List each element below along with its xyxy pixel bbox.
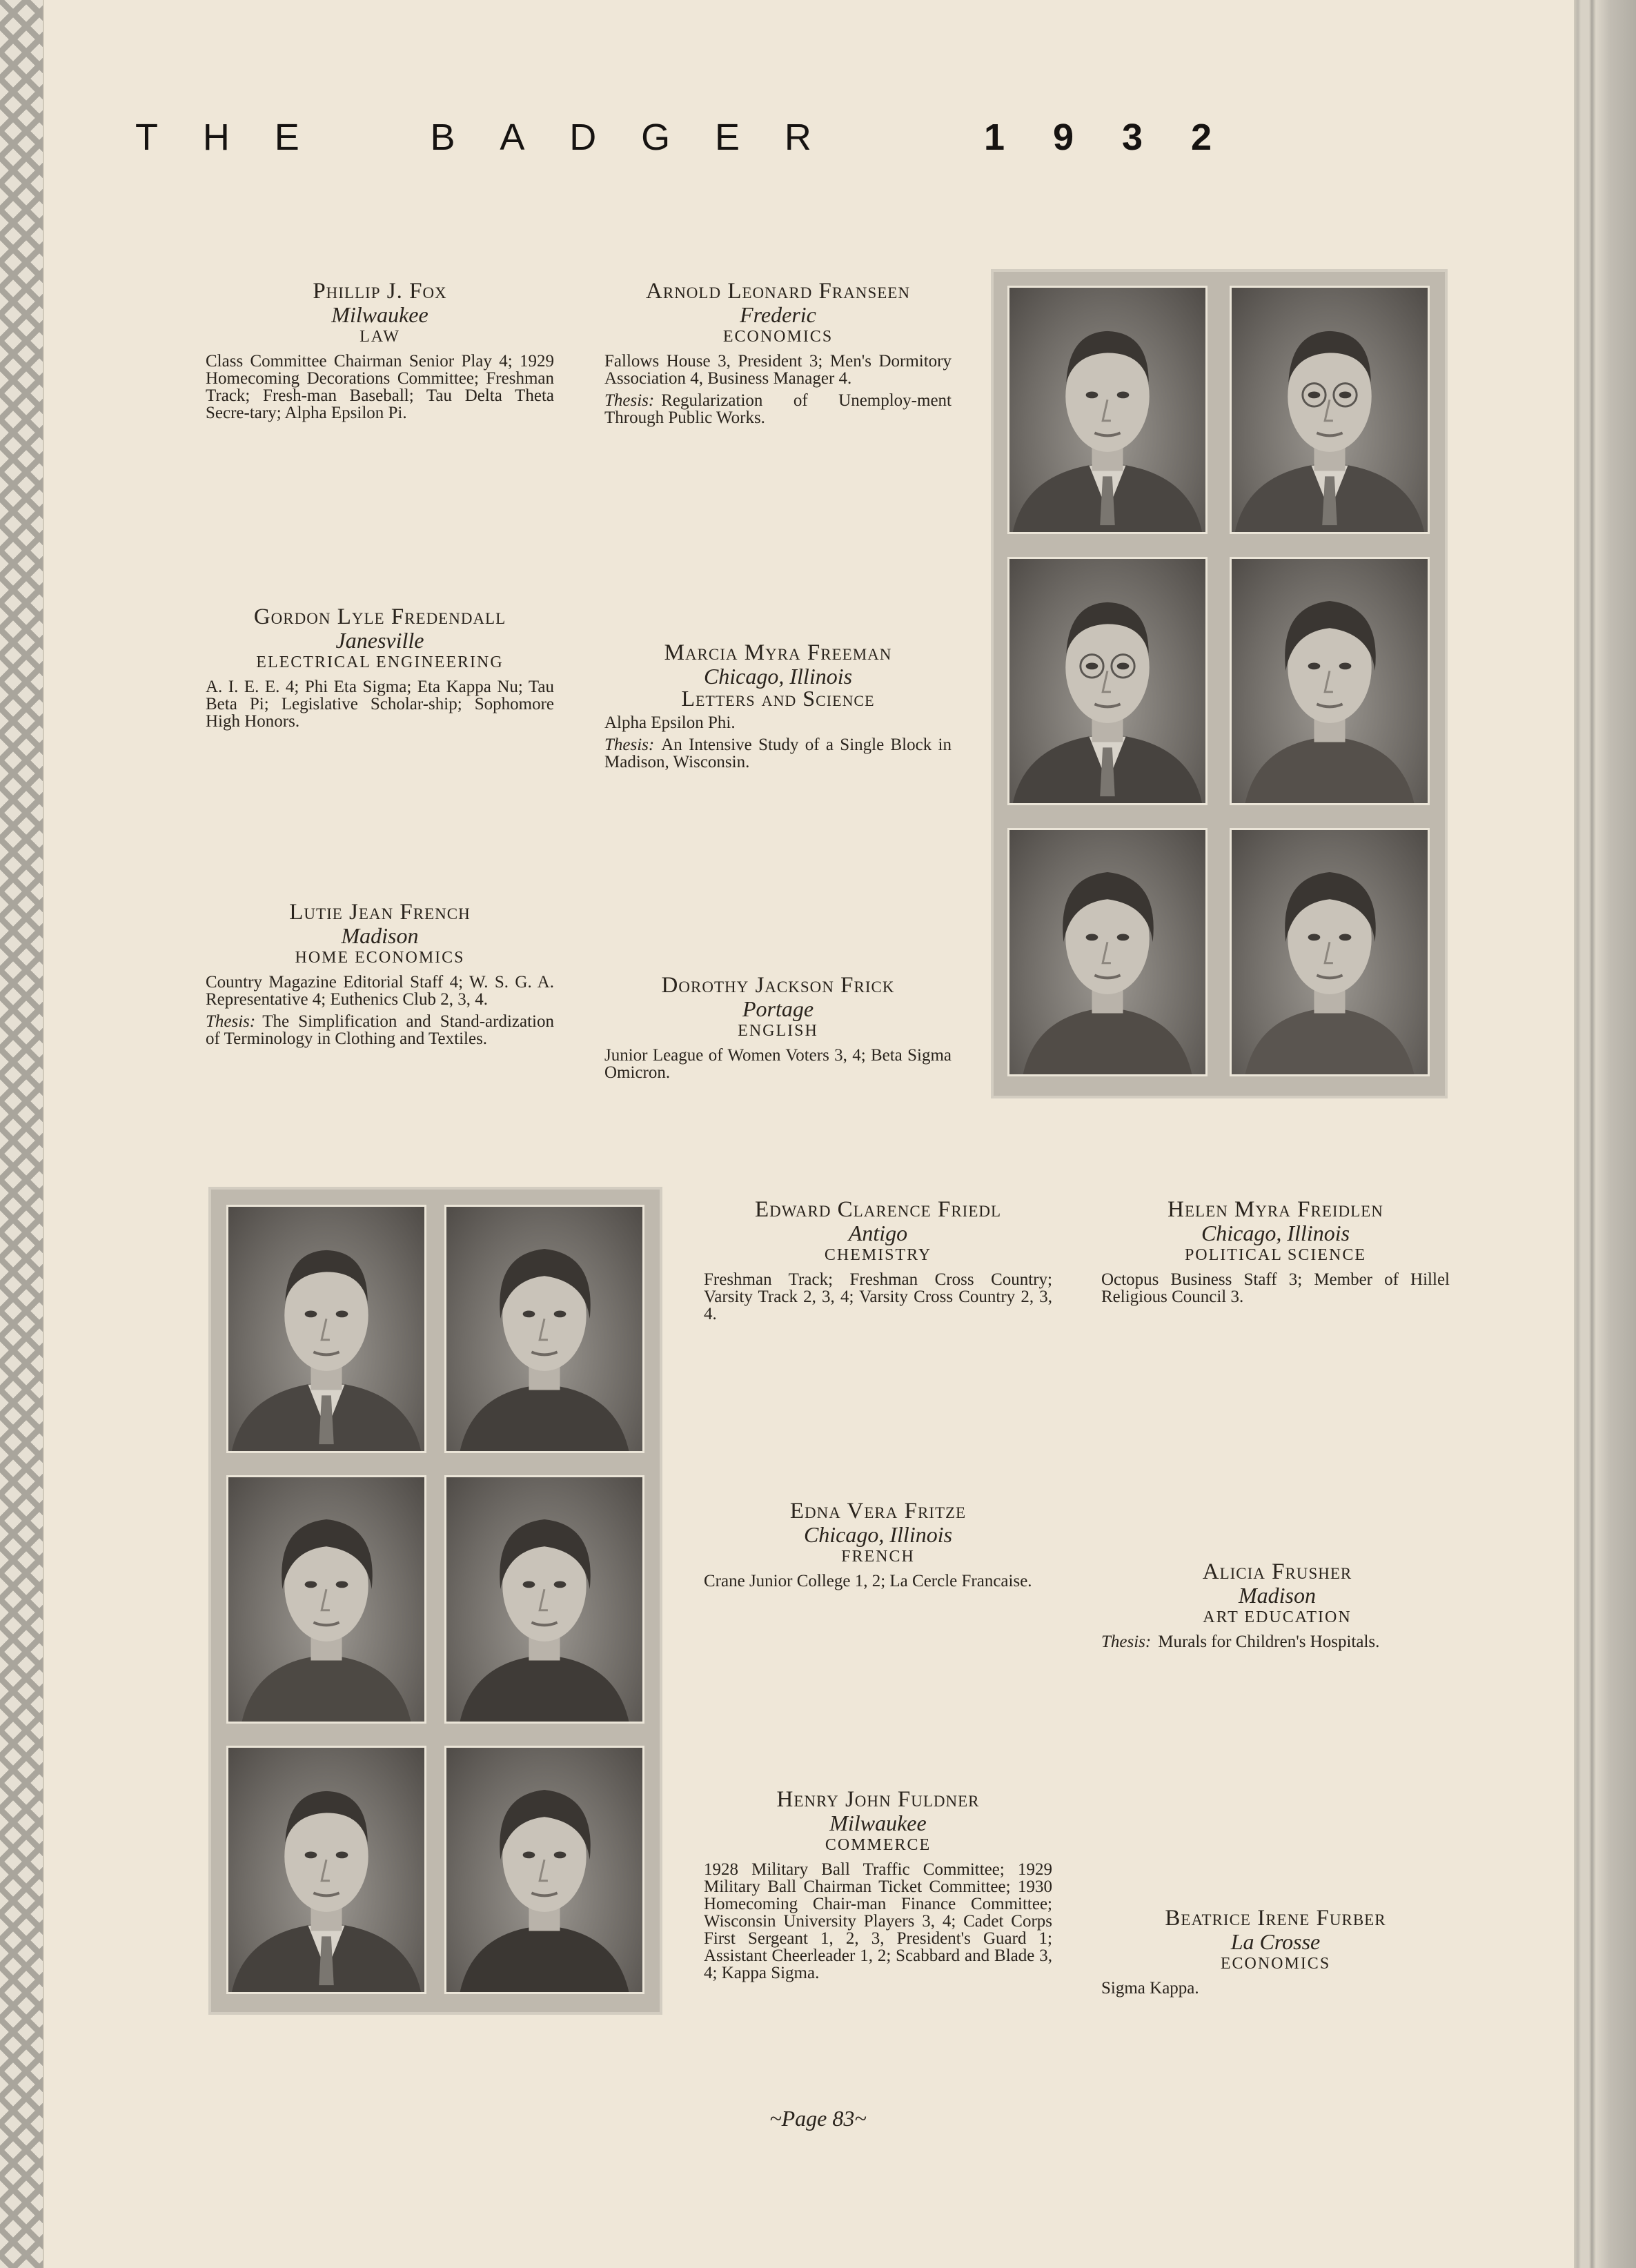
thesis-text: The Simplification and Stand-ardization of Terminology in Clothing and Textiles.: [206, 1012, 554, 1048]
thesis-text: Regularization of Unemploy-ment Through Public Works.: [604, 391, 952, 427]
student-thesis: [206, 1013, 554, 1047]
student-thesis: [604, 736, 952, 771]
student-activities: Fallows House 3, President 3; Men's Dormitory Association 4, Business Manager 4.: [604, 352, 952, 388]
portrait-photo: [444, 1475, 644, 1724]
student-name: Arnold Leonard Franseen: [646, 279, 910, 304]
student-entry: [206, 900, 554, 1047]
student-name: Henry John Fuldner: [776, 1787, 980, 1812]
student-entry: [1101, 1559, 1453, 1650]
female-portrait-silhouette: [1232, 830, 1428, 1074]
title-letter: A: [500, 117, 525, 158]
title-spacer: [344, 116, 386, 159]
photo-panel-bottom-left: [208, 1187, 662, 2015]
portrait-photo: [1230, 828, 1430, 1076]
student-city: Milwaukee: [829, 1811, 927, 1835]
student-major: HOME ECONOMICS: [295, 949, 465, 967]
thesis-label: Thesis:: [1101, 1633, 1152, 1651]
student-major: FRENCH: [841, 1548, 915, 1566]
student-activities: Junior League of Women Voters 3, 4; Beta Sigma Omicron.: [604, 1046, 952, 1082]
male-portrait-silhouette: [228, 1748, 424, 1992]
thesis-label: Thesis:: [604, 391, 655, 410]
year-digit: 1: [984, 117, 1005, 158]
student-city: Chicago, Illinois: [803, 1522, 953, 1547]
year-digit: 9: [1052, 117, 1074, 158]
student-name: Gordon Lyle Fredendall: [253, 604, 506, 629]
student-entry: [704, 1499, 1052, 1590]
student-name: Helen Myra Freidlen: [1167, 1197, 1383, 1222]
student-major: ECONOMICS: [722, 328, 834, 346]
yearbook-year: [984, 116, 1212, 159]
student-entry: [604, 640, 952, 771]
student-entry: [1101, 1197, 1450, 1305]
title-letter: E: [274, 117, 299, 158]
title-letter: B: [430, 117, 455, 158]
student-name: Phillip J. Fox: [313, 279, 447, 304]
student-activities: Freshman Track; Freshman Cross Country; Varsity Track 2, 3, 4; Varsity Cross Country 2, 3, 4.: [704, 1270, 1052, 1323]
student-major: LAW: [359, 328, 400, 346]
student-activities: Sigma Kappa.: [1101, 1979, 1199, 1998]
portrait-photo: [1007, 286, 1208, 534]
portrait-photo: [1230, 557, 1430, 805]
student-activities: Octopus Business Staff 3; Member of Hillel Religious Council 3.: [1101, 1270, 1450, 1306]
portrait-photo: [1007, 828, 1208, 1076]
male-portrait-silhouette: [1009, 288, 1205, 532]
student-city: Chicago, Illinois: [1201, 1221, 1350, 1245]
student-name: Alicia Frusher: [1202, 1559, 1352, 1584]
thesis-text: An Intensive Study of a Single Block in Madison, Wisconsin.: [604, 736, 952, 771]
student-activities: Alpha Epsilon Phi.: [604, 713, 736, 732]
title-letter: E: [714, 117, 740, 158]
student-name: Lutie Jean French: [289, 900, 471, 925]
student-name: Edna Vera Fritze: [789, 1499, 967, 1523]
yearbook-title: [135, 116, 811, 159]
thesis-text: Murals for Children's Hospitals.: [1158, 1633, 1380, 1651]
student-entry: [1101, 1906, 1450, 1997]
student-city: La Crosse: [1230, 1929, 1321, 1954]
portrait-photo: [1230, 286, 1430, 534]
student-city: Chicago, Illinois: [703, 664, 853, 689]
portrait-photo: [226, 1205, 426, 1453]
student-entry: [206, 604, 554, 730]
portrait-photo: [1007, 557, 1208, 805]
female-portrait-silhouette: [446, 1748, 642, 1992]
student-city: Antigo: [848, 1221, 908, 1245]
student-entry: [206, 279, 554, 422]
student-major: ART EDUCATION: [1203, 1608, 1352, 1626]
student-entry: [704, 1787, 1052, 1982]
right-page-edge: [1574, 0, 1636, 2268]
title-letter: G: [641, 117, 671, 158]
male-portrait-silhouette: [228, 1207, 424, 1451]
portrait-photo: [226, 1746, 426, 1994]
student-city: Madison: [1239, 1583, 1316, 1608]
student-city: Frederic: [740, 302, 816, 327]
female-portrait-silhouette: [446, 1207, 642, 1451]
student-entry: [604, 973, 952, 1081]
male-portrait-glasses-silhouette: [1232, 288, 1428, 532]
student-activities: Country Magazine Editorial Staff 4; W. S. G. A. Representative 4; Euthenics Club 2, 3, 4.: [206, 973, 554, 1009]
female-portrait-silhouette: [446, 1477, 642, 1722]
student-major: POLITICAL SCIENCE: [1184, 1246, 1367, 1264]
year-digit: 2: [1190, 117, 1212, 158]
student-entry: [704, 1197, 1052, 1323]
student-major: ENGLISH: [738, 1022, 818, 1040]
student-city: Madison: [341, 923, 419, 948]
left-decorative-border: [0, 0, 44, 2268]
student-major: ECONOMICS: [1220, 1955, 1331, 1973]
portrait-photo: [226, 1475, 426, 1724]
year-digit: 3: [1121, 117, 1143, 158]
student-thesis: [1101, 1633, 1453, 1650]
student-activities: Crane Junior College 1, 2; La Cercle Francaise.: [704, 1572, 1032, 1590]
page-number: ~Page 83~: [769, 2106, 867, 2131]
student-major: ELECTRICAL ENGINEERING: [256, 653, 504, 671]
portrait-photo: [444, 1746, 644, 1994]
portrait-photo: [444, 1205, 644, 1453]
title-letter: H: [202, 117, 230, 158]
title-letter: R: [784, 117, 811, 158]
student-thesis: [604, 392, 952, 426]
student-activities: 1928 Military Ball Traffic Committee; 1929 Military Ball Chairman Ticket Committee; 1930 Homecoming Chair-man Finance Committee; Wisconsin University Players 3, 4; Cadet Corps First Sergeant 1, 2, 3, President's Guard 1; Assistant Cheerleader 1, 2; Scabbard and Blade 3, 4; Kappa Sigma.: [704, 1860, 1052, 1982]
title-letter: D: [569, 117, 597, 158]
student-name: Edward Clarence Friedl: [754, 1197, 1002, 1222]
photo-panel-top-right: [991, 269, 1448, 1098]
male-portrait-glasses-silhouette: [1009, 559, 1205, 803]
thesis-label: Thesis:: [604, 736, 655, 754]
student-activities: Class Committee Chairman Senior Play 4; 1929 Homecoming Decorations Committee; Freshman Track; Fresh-man Baseball; Tau Delta Theta Secre-tary; Alpha Epsilon Pi.: [206, 352, 554, 422]
female-portrait-silhouette: [228, 1477, 424, 1722]
student-city: Janesville: [335, 628, 424, 653]
student-entry: [604, 279, 952, 426]
student-name: Dorothy Jackson Frick: [661, 973, 895, 998]
female-portrait-silhouette: [1009, 830, 1205, 1074]
female-portrait-silhouette: [1232, 559, 1428, 803]
thesis-label: Thesis:: [206, 1012, 256, 1031]
title-letter: T: [135, 117, 158, 158]
student-city: Portage: [742, 996, 814, 1021]
student-city: Milwaukee: [331, 302, 428, 327]
student-activities: A. I. E. E. 4; Phi Eta Sigma; Eta Kappa Nu; Tau Beta Pi; Legislative Scholar-ship; Sophomore High Honors.: [206, 678, 554, 731]
student-name: Beatrice Irene Furber: [1165, 1906, 1386, 1931]
student-major: CHEMISTRY: [824, 1246, 932, 1264]
student-major: COMMERCE: [825, 1836, 932, 1854]
student-name: Marcia Myra Freeman: [664, 640, 892, 665]
student-major: Letters and Science: [681, 686, 875, 711]
